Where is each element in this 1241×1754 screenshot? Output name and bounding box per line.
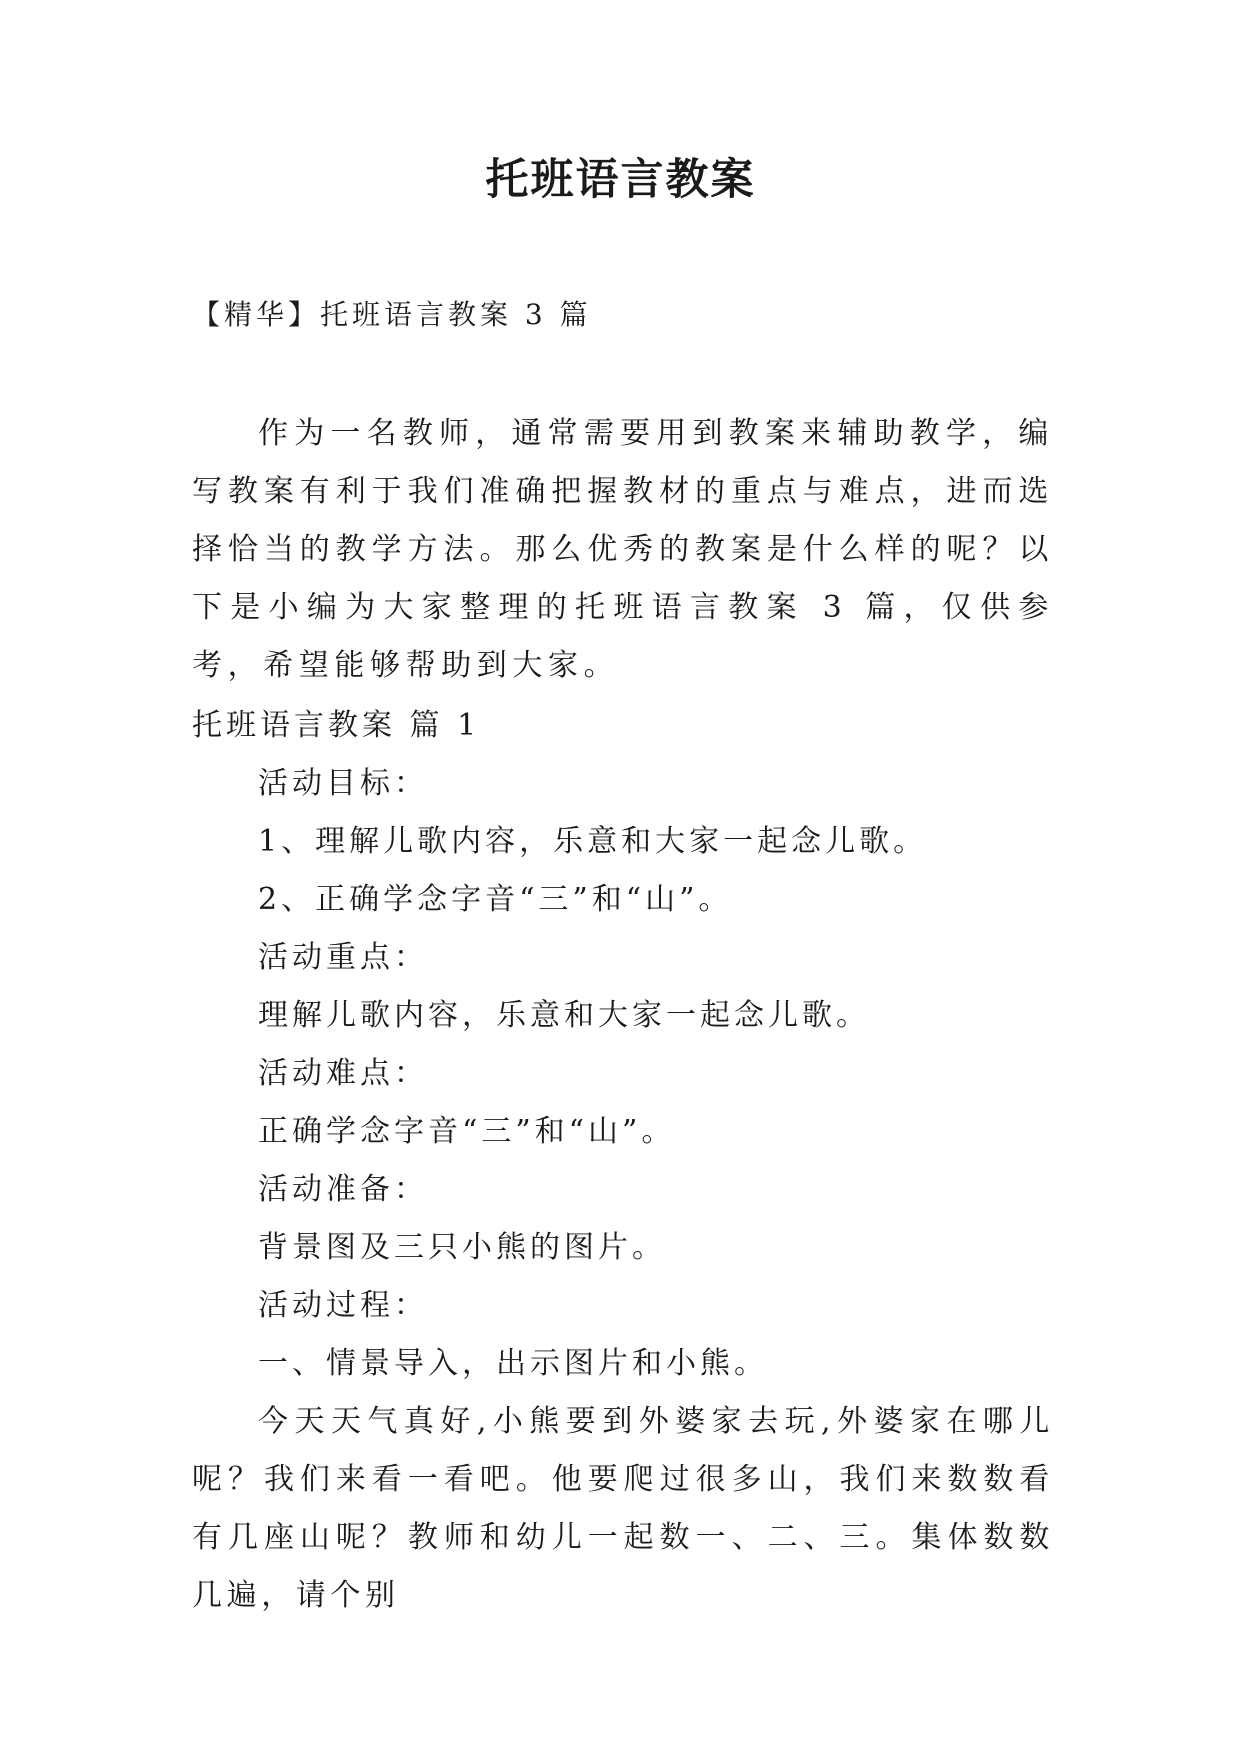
lesson-section-1: [192, 697, 1054, 1625]
process-label: 活动过程：: [258, 1288, 428, 1323]
intro-paragraph: 作为一名教师，通常需要用到教案来辅助教学，编写教案有利于我们准确把握教材的重点与难点，进而选择恰当的教学方法。那么优秀的教案是什么样的呢？以下是小编为大家整理的托班语言教案 3 篇，仅供参考，希望能够帮助到大家。: [192, 416, 1054, 683]
preparation-label: 活动准备：: [258, 1172, 428, 1207]
difficulty-label: 活动难点：: [258, 1056, 428, 1091]
goal-item-2: 2、正确学念字音“三”和“山”。: [258, 882, 733, 917]
process-paragraph: 今天天气真好,小熊要到外婆家去玩,外婆家在哪儿呢？我们来看一看吧。他要爬过很多山，我们来数数看有几座山呢？教师和幼儿一起数一、二、三。集体数数几遍，请个别: [192, 1404, 1054, 1613]
difficulty-text: 正确学念字音“三”和“山”。: [258, 1114, 676, 1149]
process-step-1: 一、情景导入，出示图片和小熊。: [258, 1346, 768, 1381]
goal-item-1: 1、理解儿歌内容，乐意和大家一起念儿歌。: [258, 824, 928, 859]
document-subtitle: 【精华】托班语言教案 3 篇: [192, 298, 592, 331]
document-title: 托班语言教案: [485, 155, 756, 205]
key-point-label: 活动重点：: [258, 940, 428, 975]
section-heading: 托班语言教案 篇 1: [192, 708, 481, 743]
key-point-text: 理解儿歌内容，乐意和大家一起念儿歌。: [258, 998, 870, 1033]
activity-goal-label: 活动目标：: [258, 766, 428, 801]
preparation-text: 背景图及三只小熊的图片。: [258, 1230, 666, 1265]
